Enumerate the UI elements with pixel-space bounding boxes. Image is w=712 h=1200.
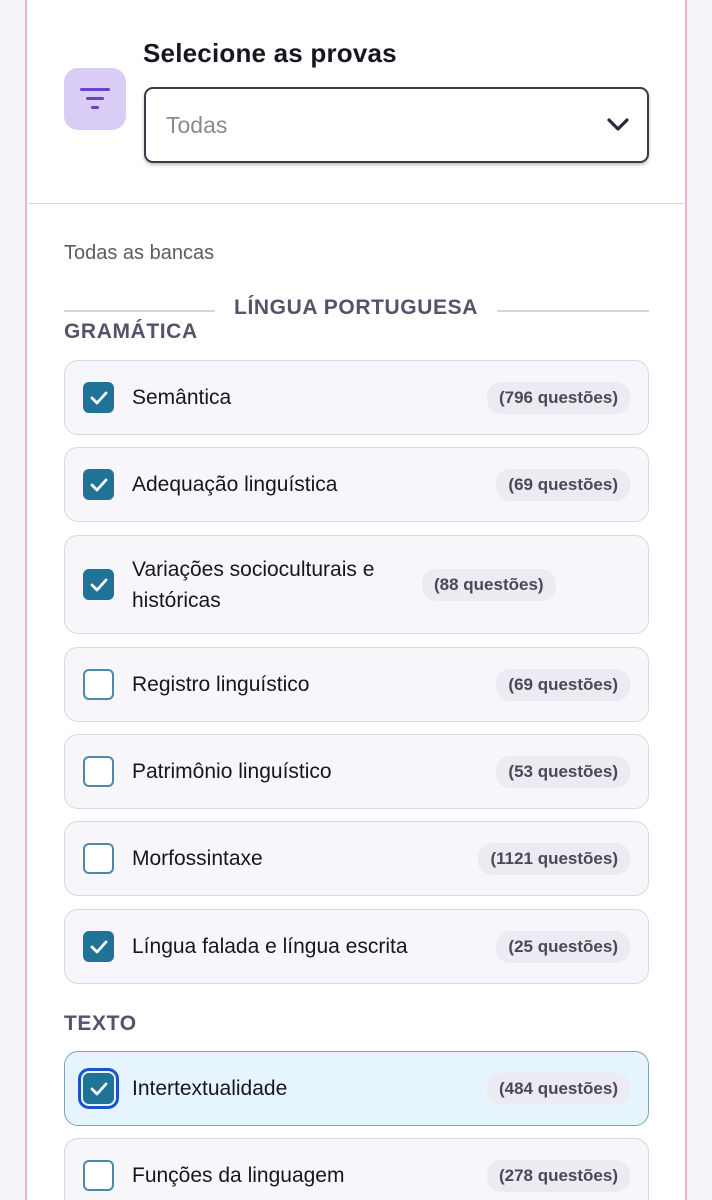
checkbox[interactable] xyxy=(83,1160,114,1191)
topic-label: Variações socioculturais e históricas xyxy=(132,557,375,612)
topic-label: Semântica xyxy=(132,386,232,409)
topic-label: Registro linguístico xyxy=(132,673,310,696)
divider-right xyxy=(497,310,649,312)
topic-label: Intertextualidade xyxy=(132,1077,288,1100)
topic-row[interactable] xyxy=(64,360,649,435)
checkbox[interactable] xyxy=(83,931,114,962)
checkbox[interactable] xyxy=(83,843,114,874)
question-count-badge: (796 questões) xyxy=(487,382,630,414)
check-icon xyxy=(90,940,108,954)
topic-row[interactable] xyxy=(64,647,649,722)
question-count-badge: (88 questões) xyxy=(422,569,556,601)
topic-row[interactable] xyxy=(64,1138,649,1200)
topic-label: Adequação linguística xyxy=(132,473,338,496)
question-count-badge: (53 questões) xyxy=(496,756,630,788)
check-icon xyxy=(90,391,108,405)
section-label-texto: TEXTO xyxy=(64,1012,137,1035)
filter-button[interactable] xyxy=(64,68,126,130)
checkbox[interactable] xyxy=(83,382,114,413)
topic-row[interactable] xyxy=(64,821,649,896)
filter-card xyxy=(25,0,687,1200)
checkbox[interactable] xyxy=(83,569,114,600)
question-count-badge: (25 questões) xyxy=(496,931,630,963)
topic-label: Funções da linguagem xyxy=(132,1164,345,1187)
topic-row[interactable] xyxy=(64,535,649,634)
exam-select-title: Selecione as provas xyxy=(143,38,397,68)
bancas-label: Todas as bancas xyxy=(64,242,215,264)
subject-title: LÍNGUA PORTUGUESA xyxy=(234,296,478,319)
topic-row[interactable] xyxy=(64,447,649,522)
question-count-badge: (69 questões) xyxy=(496,669,630,701)
check-icon xyxy=(90,478,108,492)
check-icon xyxy=(90,1082,108,1096)
checkbox[interactable] xyxy=(83,669,114,700)
question-count-badge: (1121 questões) xyxy=(478,843,630,875)
check-icon xyxy=(90,578,108,592)
exam-select-value: Todas xyxy=(166,111,228,138)
checkbox[interactable] xyxy=(83,1073,114,1104)
filter-icon xyxy=(78,84,112,114)
topic-row[interactable] xyxy=(64,909,649,984)
chevron-down-icon xyxy=(607,118,629,132)
topic-label: Língua falada e língua escrita xyxy=(132,935,408,958)
topic-label: Morfossintaxe xyxy=(132,847,263,870)
topic-row[interactable] xyxy=(64,734,649,809)
section-label-gramatica: GRAMÁTICA xyxy=(64,320,198,343)
topic-label: Patrimônio linguístico xyxy=(132,760,332,783)
filter-header xyxy=(27,0,685,204)
checkbox[interactable] xyxy=(83,469,114,500)
checkbox[interactable] xyxy=(83,756,114,787)
question-count-badge: (69 questões) xyxy=(496,469,630,501)
question-count-badge: (484 questões) xyxy=(487,1073,630,1105)
topic-row[interactable] xyxy=(64,1051,649,1126)
exam-select[interactable] xyxy=(144,87,649,163)
question-count-badge: (278 questões) xyxy=(487,1160,630,1192)
